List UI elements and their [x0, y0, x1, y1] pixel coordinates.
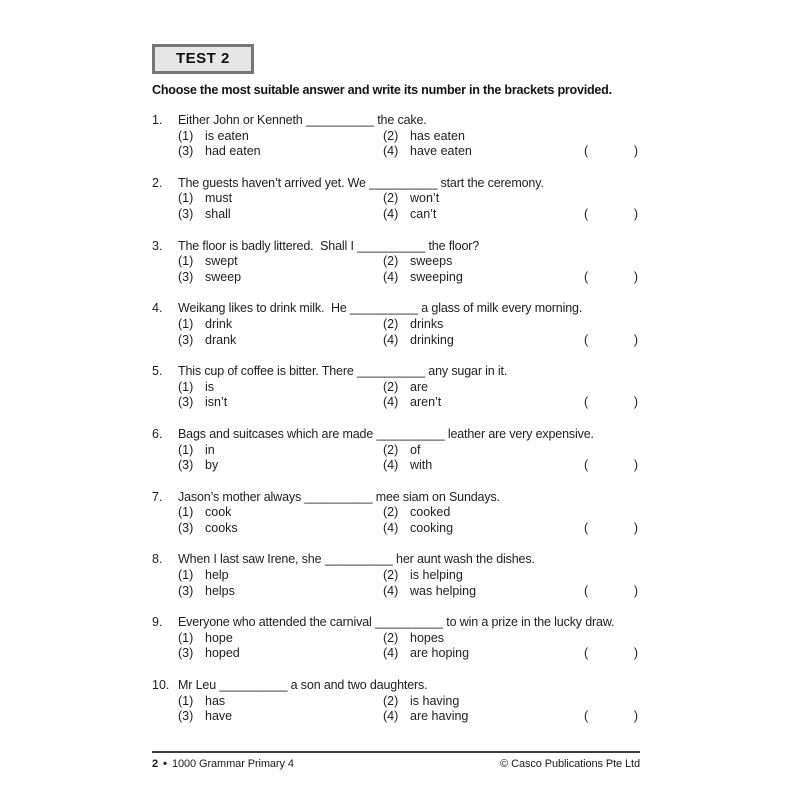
question-text: The floor is badly littered. Shall I __________ the floor? [178, 238, 480, 253]
bracket-close: ) [633, 395, 638, 410]
option-1-text: hope [205, 630, 233, 645]
question-5 [152, 364, 638, 411]
question-body [178, 427, 638, 474]
question-options [178, 505, 638, 536]
option-3-label: (3) [178, 458, 194, 473]
question-body [178, 113, 638, 160]
spacer [584, 568, 638, 584]
option-2-text: of [410, 442, 421, 457]
bracket-close: ) [633, 709, 638, 724]
question-4 [152, 301, 638, 348]
question-options [178, 694, 638, 725]
bracket-open: ( [584, 520, 589, 535]
option-3-label: (3) [178, 583, 194, 598]
question-body [178, 678, 638, 725]
option-2-text: won’t [410, 191, 440, 206]
answer-brackets [584, 207, 638, 223]
option-3-label: (3) [178, 206, 194, 221]
option-2-text: cooked [410, 505, 451, 520]
option-1-text: must [205, 191, 233, 206]
option-4-text: aren’t [410, 395, 442, 410]
option-4-label: (4) [383, 583, 399, 598]
spacer [584, 443, 638, 459]
question-options [178, 443, 638, 474]
option-1-label: (1) [178, 316, 194, 331]
question-body [178, 364, 638, 411]
option-1-text: drink [205, 316, 233, 331]
test-title-box [152, 44, 254, 74]
option-3-text: drank [205, 332, 237, 347]
option-4-label: (4) [383, 269, 399, 284]
option-2-label: (2) [383, 568, 399, 583]
option-2-label: (2) [383, 693, 399, 708]
option-1-text: in [205, 442, 215, 457]
option-1-label: (1) [178, 379, 194, 394]
option-4-label: (4) [383, 520, 399, 535]
bracket-close: ) [633, 144, 638, 159]
option-4-label: (4) [383, 332, 399, 347]
option-2-text: has eaten [410, 128, 465, 143]
option-4-text: drinking [410, 332, 454, 347]
question-options [178, 380, 638, 411]
option-1-text: is [205, 379, 215, 394]
bracket-open: ( [584, 583, 589, 598]
option-3-text: have [205, 709, 233, 724]
option-1-text: has [205, 693, 226, 708]
option-2-label: (2) [383, 254, 399, 269]
spacer [584, 694, 638, 710]
option-3-text: sweep [205, 269, 242, 284]
question-body [178, 239, 638, 286]
option-3-text: hoped [205, 646, 240, 661]
option-1-label: (1) [178, 191, 194, 206]
option-2-text: sweeps [410, 254, 453, 269]
bracket-close: ) [633, 332, 638, 347]
bracket-open: ( [584, 144, 589, 159]
option-4-text: are hoping [410, 646, 470, 661]
option-3-label: (3) [178, 709, 194, 724]
question-8 [152, 552, 638, 599]
question-text: The guests haven’t arrived yet. We __________ start the ceremony. [178, 175, 544, 190]
option-4-label: (4) [383, 395, 399, 410]
answer-brackets [584, 270, 638, 286]
answer-brackets [584, 333, 638, 349]
spacer [584, 380, 638, 396]
option-3-text: by [205, 458, 219, 473]
option-3-text: had eaten [205, 144, 261, 159]
option-2-text: are [410, 379, 429, 394]
option-2-label: (2) [383, 630, 399, 645]
spacer [584, 317, 638, 333]
option-2-text: drinks [410, 316, 444, 331]
bracket-close: ) [633, 269, 638, 284]
option-1-text: help [205, 568, 229, 583]
footer-copyright: © Casco Publications Pte Ltd [500, 758, 640, 770]
answer-brackets [584, 646, 638, 662]
instruction-text: Choose the most suitable answer and write its number in the brackets provided. [152, 83, 612, 97]
question-7 [152, 490, 638, 537]
answer-brackets [584, 521, 638, 537]
bracket-close: ) [633, 520, 638, 535]
footer-book-title: 1000 Grammar Primary 4 [171, 758, 294, 770]
spacer [584, 254, 638, 270]
question-number: 2. [152, 175, 163, 190]
option-4-label: (4) [383, 458, 399, 473]
question-number: 4. [152, 301, 163, 316]
option-3-text: isn’t [205, 395, 228, 410]
option-4-text: cooking [410, 520, 454, 535]
question-2 [152, 176, 638, 223]
option-2-label: (2) [383, 128, 399, 143]
question-10 [152, 678, 638, 725]
option-1-label: (1) [178, 693, 194, 708]
bracket-close: ) [633, 206, 638, 221]
bracket-close: ) [633, 583, 638, 598]
question-1 [152, 113, 638, 160]
question-text: Weikang likes to drink milk. He __________ a glass of milk every morning. [178, 301, 583, 316]
question-list [152, 113, 638, 725]
question-options [178, 129, 638, 160]
answer-brackets [584, 144, 638, 160]
question-text: Jason’s mother always __________ mee siam on Sundays. [178, 489, 500, 504]
question-options [178, 254, 638, 285]
option-1-label: (1) [178, 568, 194, 583]
worksheet-page [152, 0, 638, 800]
option-4-text: can’t [410, 206, 437, 221]
question-number: 8. [152, 552, 163, 567]
answer-brackets [584, 458, 638, 474]
spacer [584, 505, 638, 521]
option-1-label: (1) [178, 505, 194, 520]
bracket-open: ( [584, 458, 589, 473]
option-4-label: (4) [383, 206, 399, 221]
option-1-label: (1) [178, 442, 194, 457]
question-body [178, 552, 638, 599]
option-3-label: (3) [178, 332, 194, 347]
question-3 [152, 239, 638, 286]
question-number: 6. [152, 426, 163, 441]
option-3-label: (3) [178, 520, 194, 535]
question-text: Mr Leu __________ a son and two daughters. [178, 678, 428, 693]
question-text: When I last saw Irene, she __________ her aunt wash the dishes. [178, 552, 535, 567]
option-2-label: (2) [383, 316, 399, 331]
question-body [178, 490, 638, 537]
question-body [178, 615, 638, 662]
bracket-open: ( [584, 646, 589, 661]
option-4-label: (4) [383, 709, 399, 724]
option-2-label: (2) [383, 191, 399, 206]
bracket-open: ( [584, 206, 589, 221]
option-3-label: (3) [178, 144, 194, 159]
question-9 [152, 615, 638, 662]
answer-brackets [584, 395, 638, 411]
bracket-open: ( [584, 395, 589, 410]
question-body [178, 176, 638, 223]
question-body [178, 301, 638, 348]
question-6 [152, 427, 638, 474]
bracket-open: ( [584, 709, 589, 724]
question-number: 10. [152, 678, 170, 693]
question-options [178, 317, 638, 348]
question-text: Either John or Kenneth __________ the cake. [178, 113, 427, 127]
question-number: 9. [152, 615, 163, 630]
footer-left [152, 758, 294, 771]
bracket-close: ) [633, 458, 638, 473]
question-text: Bags and suitcases which are made __________ leather are very expensive. [178, 426, 594, 441]
spacer [584, 191, 638, 207]
option-2-label: (2) [383, 505, 399, 520]
option-4-text: with [410, 458, 433, 473]
option-2-text: is helping [410, 568, 463, 583]
answer-brackets [584, 709, 638, 725]
bracket-open: ( [584, 332, 589, 347]
option-3-text: shall [205, 206, 231, 221]
option-4-text: was helping [410, 583, 477, 598]
option-4-text: have eaten [410, 144, 472, 159]
question-options [178, 631, 638, 662]
option-1-label: (1) [178, 254, 194, 269]
bracket-open: ( [584, 269, 589, 284]
footer-separator: • [163, 758, 167, 770]
option-1-text: cook [205, 505, 232, 520]
option-1-label: (1) [178, 630, 194, 645]
option-1-text: is eaten [205, 128, 249, 143]
question-number: 3. [152, 238, 163, 253]
page-footer [152, 751, 640, 771]
option-4-text: are having [410, 709, 469, 724]
question-options [178, 191, 638, 222]
question-options [178, 568, 638, 599]
answer-brackets [584, 584, 638, 600]
spacer [584, 129, 638, 145]
question-text: This cup of coffee is bitter. There __________ any sugar in it. [178, 364, 508, 379]
question-number: 5. [152, 364, 163, 379]
option-1-text: swept [205, 254, 238, 269]
question-text: Everyone who attended the carnival __________ to win a prize in the lucky draw. [178, 615, 615, 630]
option-3-label: (3) [178, 646, 194, 661]
option-2-text: is having [410, 693, 460, 708]
option-3-text: helps [205, 583, 235, 598]
option-1-label: (1) [178, 128, 194, 143]
option-3-text: cooks [205, 520, 238, 535]
option-2-label: (2) [383, 442, 399, 457]
option-2-label: (2) [383, 379, 399, 394]
option-2-text: hopes [410, 630, 445, 645]
question-number: 1. [152, 113, 163, 127]
option-3-label: (3) [178, 395, 194, 410]
bracket-close: ) [633, 646, 638, 661]
question-number: 7. [152, 489, 163, 504]
option-4-label: (4) [383, 646, 399, 661]
spacer [584, 631, 638, 647]
option-3-label: (3) [178, 269, 194, 284]
test-title: TEST 2 [176, 50, 230, 67]
option-4-text: sweeping [410, 269, 463, 284]
option-4-label: (4) [383, 144, 399, 159]
footer-page-number: 2 [152, 758, 159, 770]
